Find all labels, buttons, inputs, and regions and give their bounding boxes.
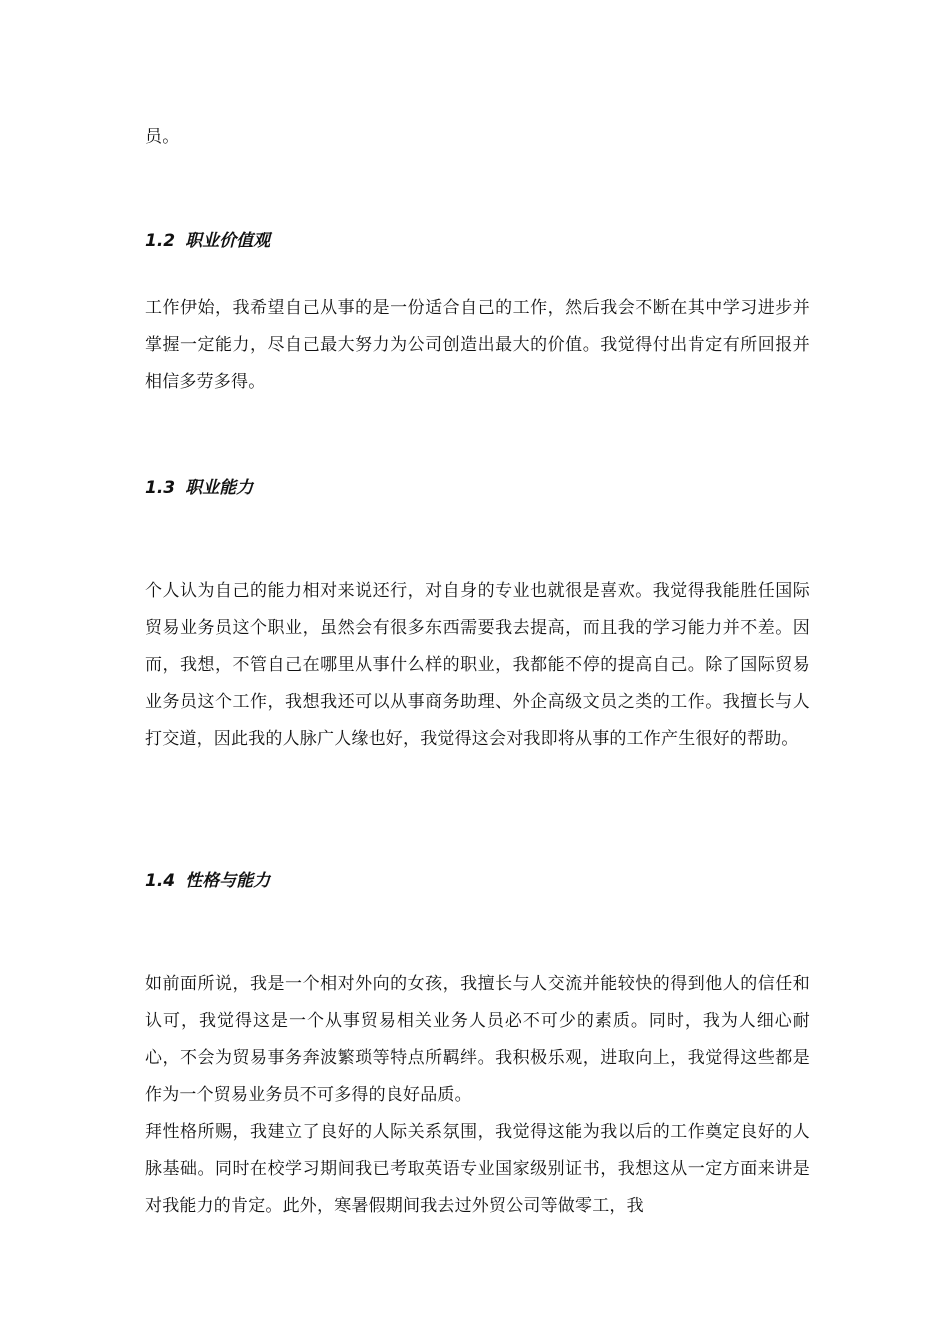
section-title: 性格与能力 <box>185 871 271 891</box>
section-title: 职业价值观 <box>185 231 271 251</box>
intro-fragment: 员。 <box>145 127 180 147</box>
section-heading-1-3 <box>145 476 810 500</box>
section-number: 1.3 <box>145 478 176 498</box>
section-number: 1.4 <box>145 871 176 891</box>
section-heading-1-2 <box>145 229 810 253</box>
section-number: 1.2 <box>145 231 176 251</box>
section-heading-1-4 <box>145 869 810 893</box>
section-1-2-paragraph: 工作伊始，我希望自己从事的是一份适合自己的工作，然后我会不断在其中学习进步并掌握一定能力，尽自己最大努力为公司创造出最大的价值。我觉得付出肯定有所回报并相信多劳多得。 <box>145 298 810 392</box>
section-1-4-paragraph-2: 拜性格所赐，我建立了良好的人际关系氛围，我觉得这能为我以后的工作奠定良好的人脉基础。同时在校学习期间我已考取英语专业国家级别证书，我想这从一定方面来讲是对我能力的肯定。此外，寒暑假期间我去过外贸公司等做零工，我 <box>145 1122 810 1216</box>
section-title: 职业能力 <box>185 478 254 498</box>
section-1-4-paragraph-1: 如前面所说，我是一个相对外向的女孩，我擅长与人交流并能较快的得到他人的信任和认可，我觉得这是一个从事贸易相关业务人员必不可少的素质。同时，我为人细心耐心，不会为贸易事务奔波繁琐等特点所羁绊。我积极乐观，进取向上，我觉得这些都是作为一个贸易业务员不可多得的良好品质。 <box>145 974 810 1105</box>
section-1-3-paragraph: 个人认为自己的能力相对来说还行，对自身的专业也就很是喜欢。我觉得我能胜任国际贸易业务员这个职业，虽然会有很多东西需要我去提高，而且我的学习能力并不差。因而，我想，不管自己在哪里从事什么样的职业，我都能不停的提高自己。除了国际贸易业务员这个工作，我想我还可以从事商务助理、外企高级文员之类的工作。我擅长与人打交道，因此我的人脉广人缘也好，我觉得这会对我即将从事的工作产生很好的帮助。 <box>145 581 810 749</box>
